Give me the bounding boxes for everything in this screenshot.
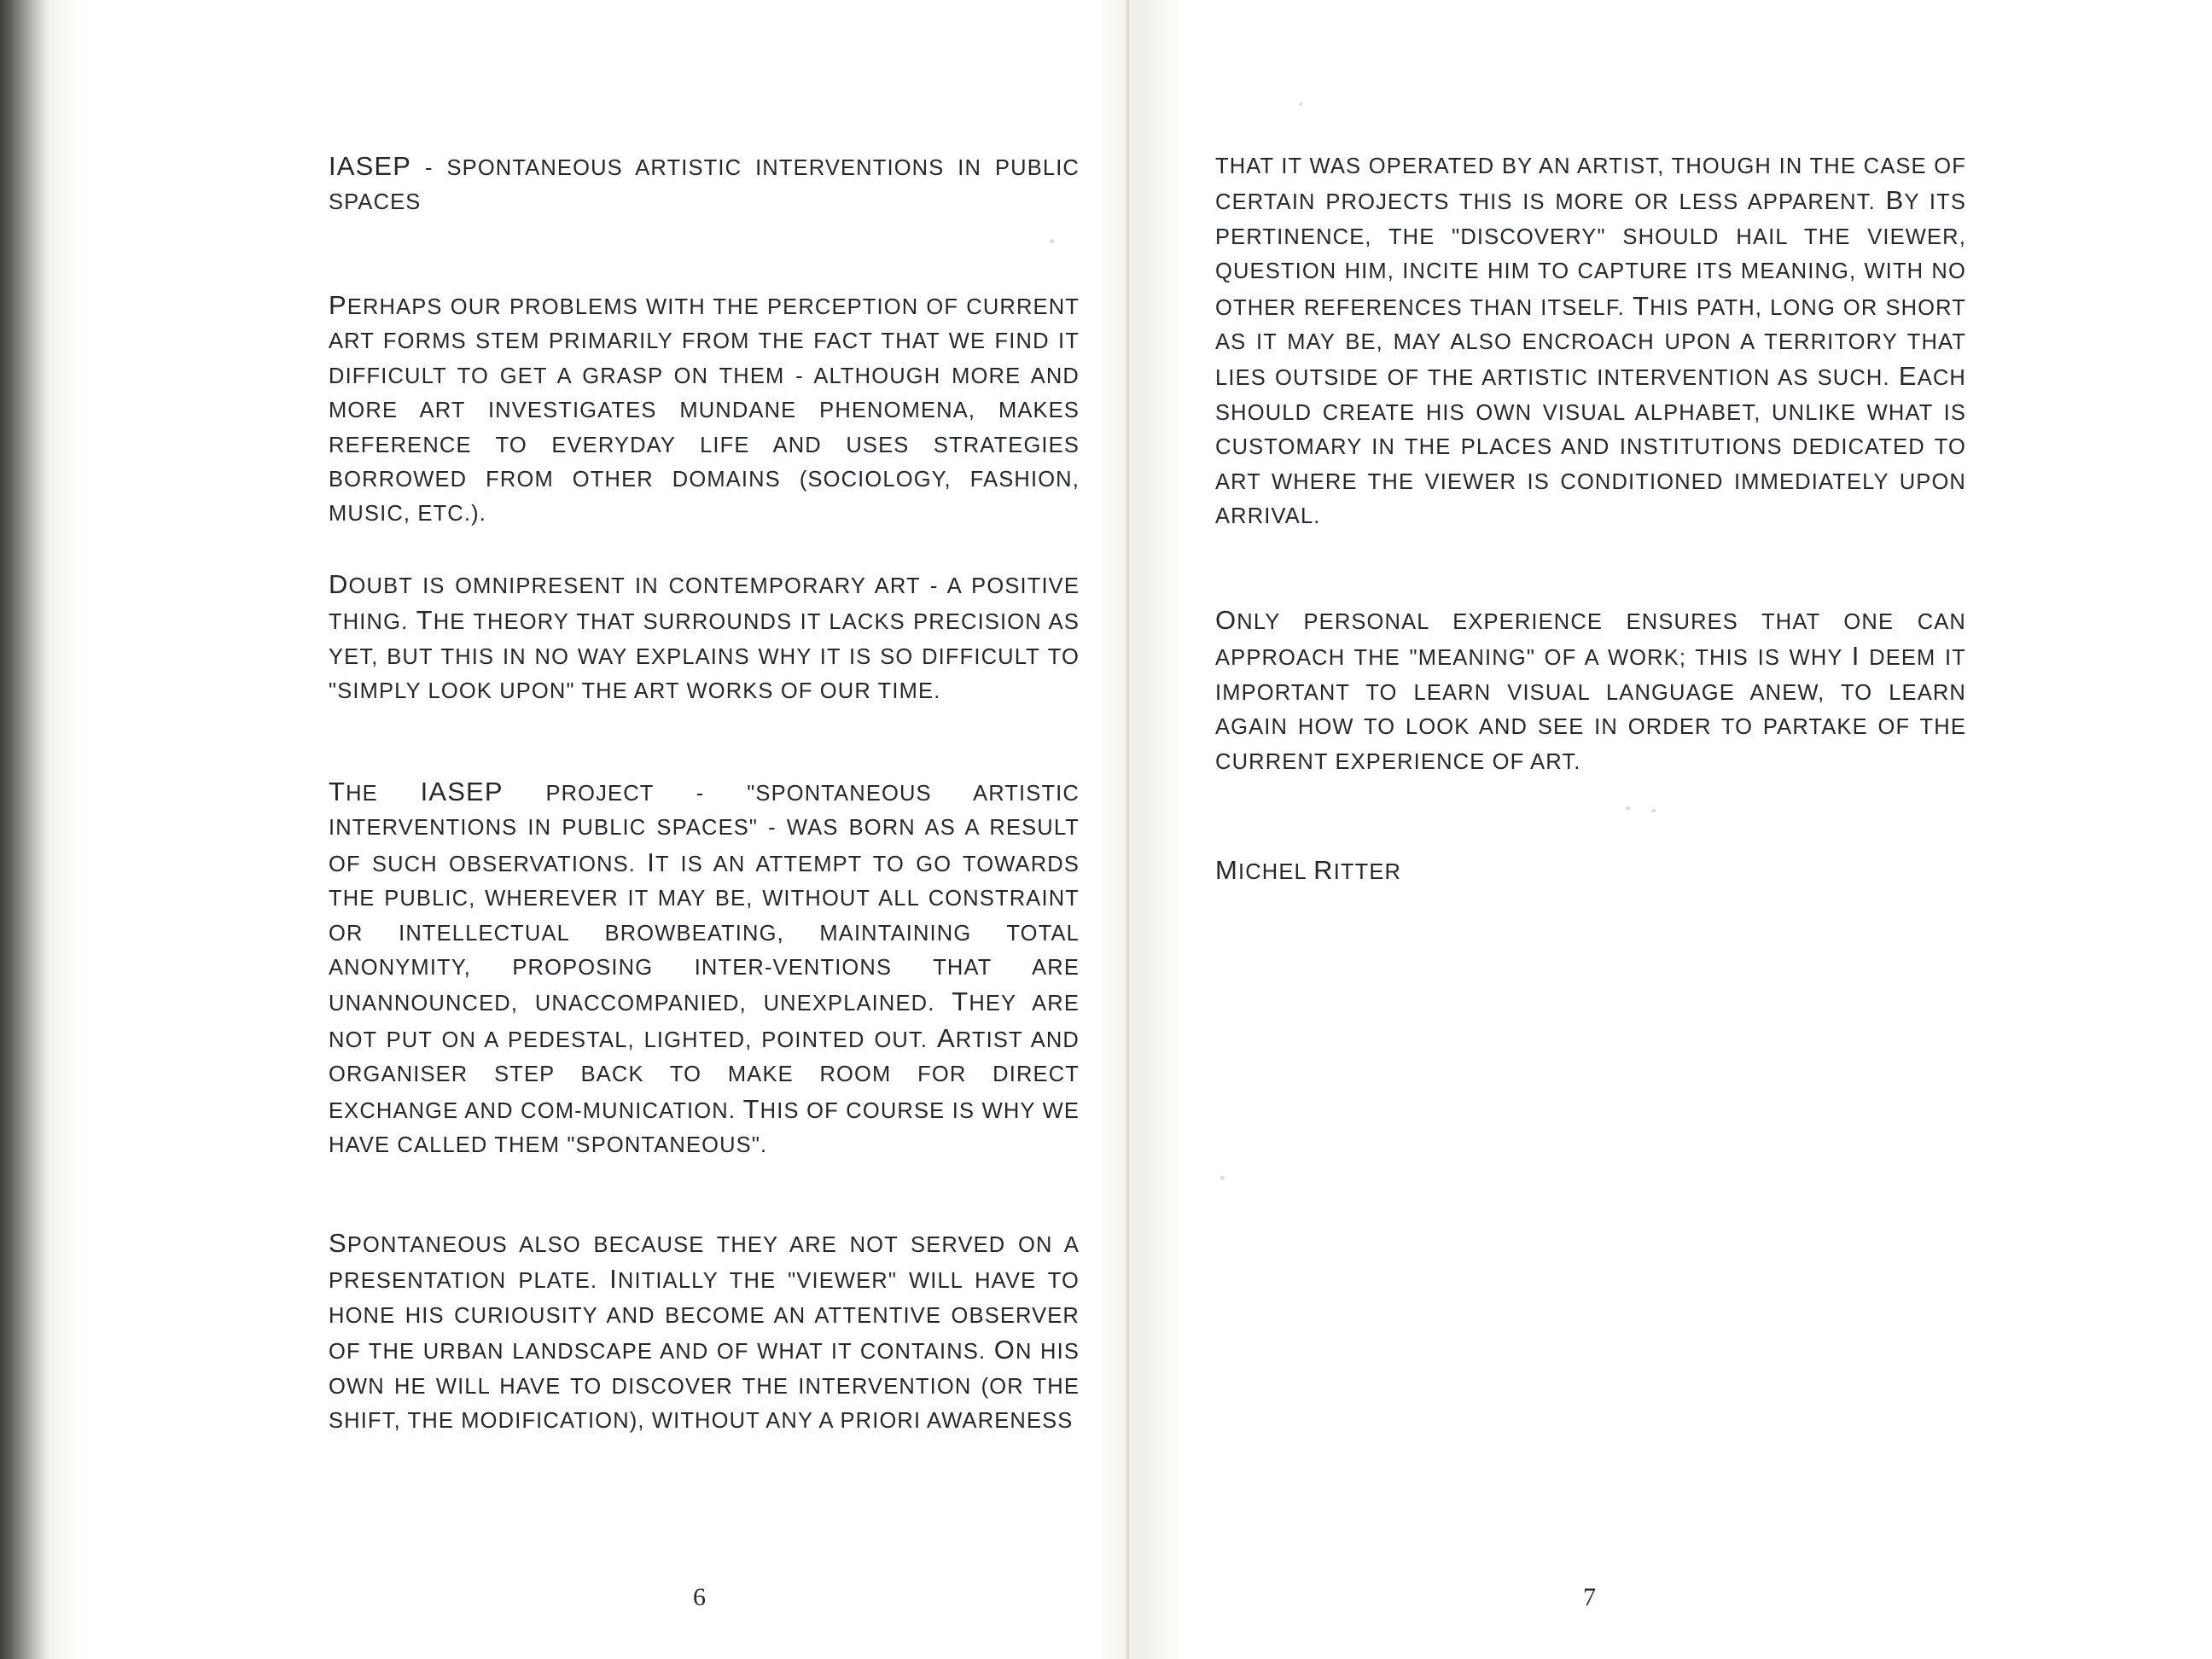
section-heading: IASEP - SPONTANEOUS ARTISTIC INTERVENTIONS IN PUBLIC SPACES xyxy=(329,151,1080,215)
paper-speck xyxy=(1050,239,1054,243)
paper-speck xyxy=(1220,1176,1225,1180)
paragraph: PERHAPS OUR PROBLEMS WITH THE PERCEPTION OF CURRENT ART FORMS STEM PRIMARILY FROM THE FACT THAT WE FIND IT DIFFICULT TO GET A GRASP ON THEM - ALTHOUGH MORE AND MORE ART INVESTIGATES MUNDANE PHENOMENA, MAKES REFERENCE TO EVERYDAY LIFE AND USES STRATEGIES BORROWED FROM OTHER DOMAINS (SOCIOLOGY, FASHION, MUSIC, ETC.). xyxy=(329,290,1080,527)
book-edge-shadow xyxy=(0,0,51,1659)
book-spine-line xyxy=(1126,0,1129,1659)
paper-speck xyxy=(1299,102,1302,106)
paragraph: ONLY PERSONAL EXPERIENCE ENSURES THAT ONE CAN APPROACH THE "MEANING" OF A WORK; THIS IS WHY I DEEM IT IMPORTANT TO LEARN VISUAL LANGUAGE ANEW, TO LEARN AGAIN HOW TO LOOK AND SEE IN ORDER TO PARTAKE OF THE CURRENT EXPERIENCE OF ART. xyxy=(1215,605,1966,774)
page-number-right: 7 xyxy=(1583,1583,1597,1611)
paragraph: THAT IT WAS OPERATED BY AN ARTIST, THOUGH IN THE CASE OF CERTAIN PROJECTS THIS IS MORE OR LESS APPARENT. BY ITS PERTINENCE, THE "DISCOVERY" SHOULD HAIL THE VIEWER, QUESTION HIM, INCITE HIM TO CAPTURE ITS MEANING, WITH NO OTHER REFERENCES THAN ITSELF. THIS PATH, LONG OR SHORT AS IT MAY BE, MAY ALSO ENCROACH UPON A TERRITORY THAT LIES OUTSIDE OF THE ARTISTIC INTERVENTION AS SUCH. EACH SHOULD CREATE HIS OWN VISUAL ALPHABET, UNLIKE WHAT IS CUSTOMARY IN THE PLACES AND INSTITUTIONS DEDICATED TO ART WHERE THE VIEWER IS CONDITIONED IMMEDIATELY UPON ARRIVAL. xyxy=(1215,154,1966,529)
author-signature: MICHEL RITTER xyxy=(1215,855,1402,885)
book-page-edge xyxy=(51,0,90,1659)
paper-speck xyxy=(1626,806,1631,810)
book-gutter xyxy=(1097,0,1182,1659)
paragraph: SPONTANEOUS ALSO BECAUSE THEY ARE NOT SERVED ON A PRESENTATION PLATE. INITIALLY THE "VIEWER" WILL HAVE TO HONE HIS CURIOUSITY AND BECOME AN ATTENTIVE OBSERVER OF THE URBAN LANDSCAPE AND OF WHAT IT CONTAINS. ON HIS OWN HE WILL HAVE TO DISCOVER THE INTERVENTION (OR THE SHIFT, THE MODIFICATION), WITHOUT ANY A PRIORI AWARENESS xyxy=(329,1228,1080,1434)
paper-speck xyxy=(1651,809,1656,812)
paragraph: THE IASEP PROJECT - "SPONTANEOUS ARTISTIC INTERVENTIONS IN PUBLIC SPACES" - WAS BORN AS A RESULT OF SUCH OBSERVATIONS. IT IS AN ATTEMPT TO GO TOWARDS THE PUBLIC, WHEREVER IT MAY BE, WITHOUT ALL CONSTRAINT OR INTELLECTUAL BROWBEATING, MAINTAINING TOTAL ANONYMITY, PROPOSING INTER-VENTIONS THAT ARE UNANNOUNCED, UNACCOMPANIED, UNEXPLAINED. THEY ARE NOT PUT ON A PEDESTAL, LIGHTED, POINTED OUT. ARTIST AND ORGANISER STEP BACK TO MAKE ROOM FOR DIRECT EXCHANGE AND COM-MUNICATION. THIS OF COURSE IS WHY WE HAVE CALLED THEM "SPONTANEOUS". xyxy=(329,777,1080,1158)
paragraph: DOUBT IS OMNIPRESENT IN CONTEMPORARY ART - A POSITIVE THING. THE THEORY THAT SURROUNDS IT LACKS PRECISION AS YET, BUT THIS IN NO WAY EXPLAINS WHY IT IS SO DIFFICULT TO "SIMPLY LOOK UPON" THE ART WORKS OF OUR TIME. xyxy=(329,569,1080,704)
page-number-left: 6 xyxy=(693,1583,707,1611)
